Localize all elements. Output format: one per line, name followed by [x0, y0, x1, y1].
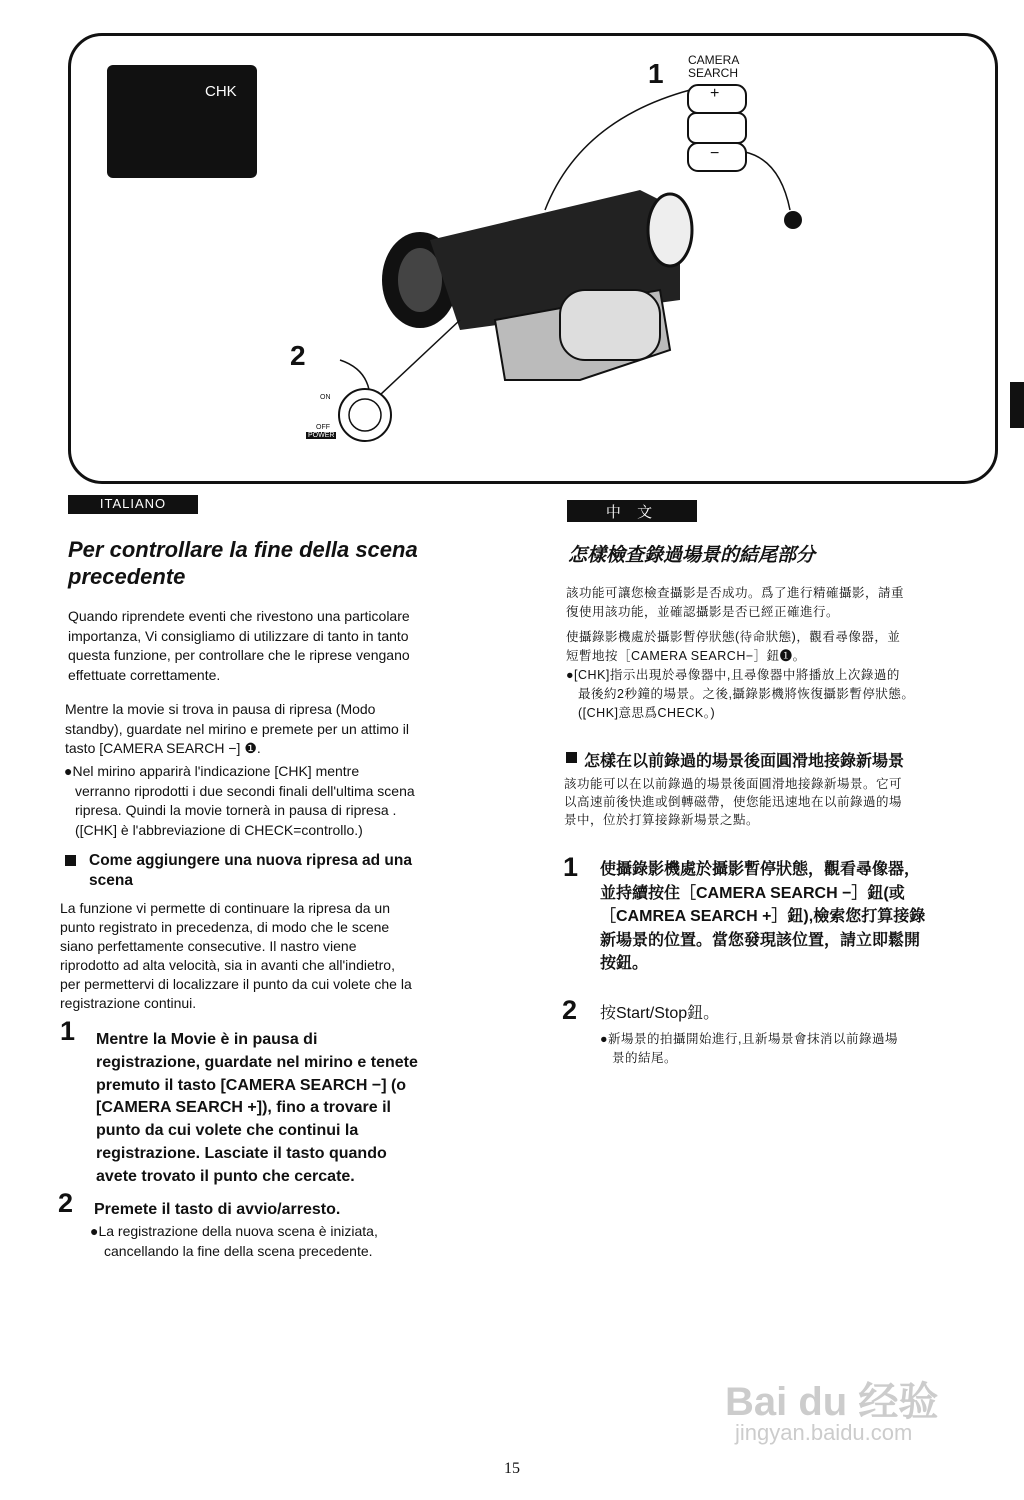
italian-title [68, 536, 488, 590]
italian-step2: Premete il tasto di avvio/arresto. [94, 1201, 341, 1218]
text-line: 短暫地按［CAMERA SEARCH−］鈕❶。 [566, 649, 806, 663]
text-line: Come aggiungere una nuova ripresa ad una [89, 852, 412, 869]
text-line: punto da cui volete che continui la [96, 1122, 359, 1140]
callout-1: 1 [648, 58, 664, 89]
text-line: 該功能可讓您檢查攝影是否成功。爲了進行精確攝影，請重 [566, 586, 905, 600]
text-line: registrazione continui. [60, 995, 197, 1011]
plus-label: + [710, 85, 720, 102]
minus-label: − [710, 145, 720, 162]
chk-indicator: CHK [205, 83, 237, 100]
italian-step1 [96, 1029, 418, 1189]
title-line: precedente [68, 564, 186, 589]
chinese-step1 [600, 858, 925, 976]
step-number: 2 [562, 995, 578, 1025]
text-line: standby), guardate nel mirino e premete per un attimo il [65, 720, 409, 737]
text-line: ([CHK] è l'abbreviazione di CHECK=controllo.) [75, 821, 363, 838]
watermark-logo: Bai du 经验 [725, 1380, 939, 1424]
camcorder-illustration [280, 50, 840, 460]
label-line: CAMERA [688, 53, 740, 67]
text-line: 復使用該功能，並確認攝影是否已經正確進行。 [566, 605, 840, 619]
italian-para2 [65, 700, 409, 759]
chinese-step2: 按Start/Stop鈕。 [600, 1005, 720, 1022]
text-line: avete trovato il punto che cercate. [96, 1167, 355, 1185]
step-number: 1 [563, 852, 579, 882]
camera-search-label [688, 54, 739, 80]
text-line: per permettervi di localizzare il punto da cui volete che la [60, 976, 412, 992]
text-line: premuto il tasto [CAMERA SEARCH −] (o [96, 1076, 407, 1094]
text-line: 景的結尾。 [612, 1051, 678, 1065]
text-line: tasto [CAMERA SEARCH −] ❶. [65, 740, 261, 757]
text-line: 使攝錄影機處於攝影暫停狀態，觀看尋像器， [600, 861, 921, 878]
text-line: 景中，位於打算接錄新場景之點。 [564, 813, 760, 827]
text-line: riprodotto ad alta velocità, sia in avanti che all'indietro, [60, 957, 395, 973]
italian-para3 [60, 899, 412, 1013]
chinese-sub-heading: 怎樣在以前錄過的場景後面圓滑地接錄新場景 [584, 753, 905, 770]
callout-2: 2 [290, 340, 306, 371]
watermark-url: jingyan.baidu.com [735, 1420, 913, 1445]
label-line: SEARCH [688, 66, 739, 80]
off-label: OFF [316, 424, 330, 431]
lang-label-italian: ITALIANO [68, 495, 198, 514]
italian-sub-heading [89, 851, 412, 891]
text-line: 該功能可以在以前錄過的場景後面圓滑地接錄新場景。它可 [564, 777, 903, 791]
text-line: ●La registrazione della nuova scena è iniziata, [90, 1223, 378, 1239]
step-number: 1 [60, 1016, 76, 1046]
title-line: Per controllare la fine della scena [68, 537, 418, 562]
italian-para1 [68, 607, 410, 685]
text-line: punto registrato in precedenza, di modo che le scene [60, 919, 390, 935]
text-line: 按鈕。 [600, 955, 649, 972]
text-line: ●Nel mirino apparirà l'indicazione [CHK] mentre [64, 763, 360, 779]
text-line: 新場景的位置。當您發現該位置，請立即鬆開 [600, 931, 921, 949]
text-line: registrazione, guardate nel mirino e tenete [96, 1053, 418, 1071]
power-label: POWER [308, 432, 335, 439]
on-label: ON [320, 394, 331, 401]
square-bullet-icon [566, 752, 577, 763]
page-number: 15 [504, 1460, 520, 1477]
text-line: 最後約2秒鐘的場景。之後,攝錄影機將恢復攝影暫停狀態。 [578, 687, 915, 701]
text-line: ●[CHK]指示出現於尋像器中,且尋像器中將播放上次錄過的 [566, 668, 900, 682]
text-line: La funzione vi permette di continuare la ripresa da un [60, 900, 390, 916]
text-line: ([CHK]意思爲CHECK。) [578, 706, 716, 720]
camcorder-icon [382, 190, 692, 380]
italian-step2-bullet [90, 1222, 378, 1261]
text-line: importanza, Vi consigliamo di utilizzare di tanto in tanto [68, 627, 409, 644]
text-line: siano perfettamente consecutive. Il nastro viene [60, 938, 357, 954]
callout-1-badge [784, 211, 802, 229]
text-line: effettuate correttamente. [68, 666, 221, 683]
text-line: Mentre la Movie è in pausa di [96, 1031, 318, 1048]
chinese-bullet1 [566, 666, 914, 723]
text-line: [CAMERA SEARCH +]), fino a trovare il [96, 1099, 391, 1117]
text-line: questa funzione, per controllare che le riprese vengano [68, 647, 410, 664]
step-number: 2 [58, 1188, 74, 1218]
text-line: verranno riprodotti i due secondi finali dell'ultima scena [75, 782, 415, 799]
text-line: ripresa. Quindi la movie tornerà in pausa di ripresa . [75, 802, 397, 819]
text-line: 以高速前後快進或倒轉磁帶，使您能迅速地在以前錄過的場 [564, 795, 903, 809]
chinese-para2 [566, 628, 900, 666]
viewfinder-screen [107, 65, 257, 178]
text-line: cancellando la fine della scena precedente. [104, 1242, 373, 1259]
text-line: scena [89, 872, 133, 889]
text-line: ［CAMREA SEARCH +］鈕),檢索您打算接錄 [600, 908, 926, 925]
chinese-title: 怎樣檢查錄過場景的結尾部分 [568, 545, 816, 566]
side-tab [1010, 382, 1024, 428]
text-line: Quando riprendete eventi che rivestono una particolare [68, 608, 410, 624]
text-line: registrazione. Lasciate il tasto quando [96, 1144, 387, 1162]
lang-label-chinese: 中 文 [567, 500, 697, 522]
chinese-step2-bullet [600, 1030, 898, 1068]
chinese-para1 [566, 584, 904, 622]
text-line: Mentre la movie si trova in pausa di ripresa (Modo [65, 701, 376, 717]
italian-bullet1 [64, 762, 415, 840]
text-line: 並持續按住［CAMERA SEARCH −］鈕(或 [600, 884, 905, 902]
square-bullet-icon [65, 855, 76, 866]
text-line: 使攝錄影機處於攝影暫停狀態(待命狀態)，觀看尋像器，並 [566, 630, 901, 644]
chinese-para3 [564, 775, 902, 829]
text-line: ●新場景的拍攝開始進行,且新場景會抹消以前錄過場 [600, 1032, 899, 1046]
